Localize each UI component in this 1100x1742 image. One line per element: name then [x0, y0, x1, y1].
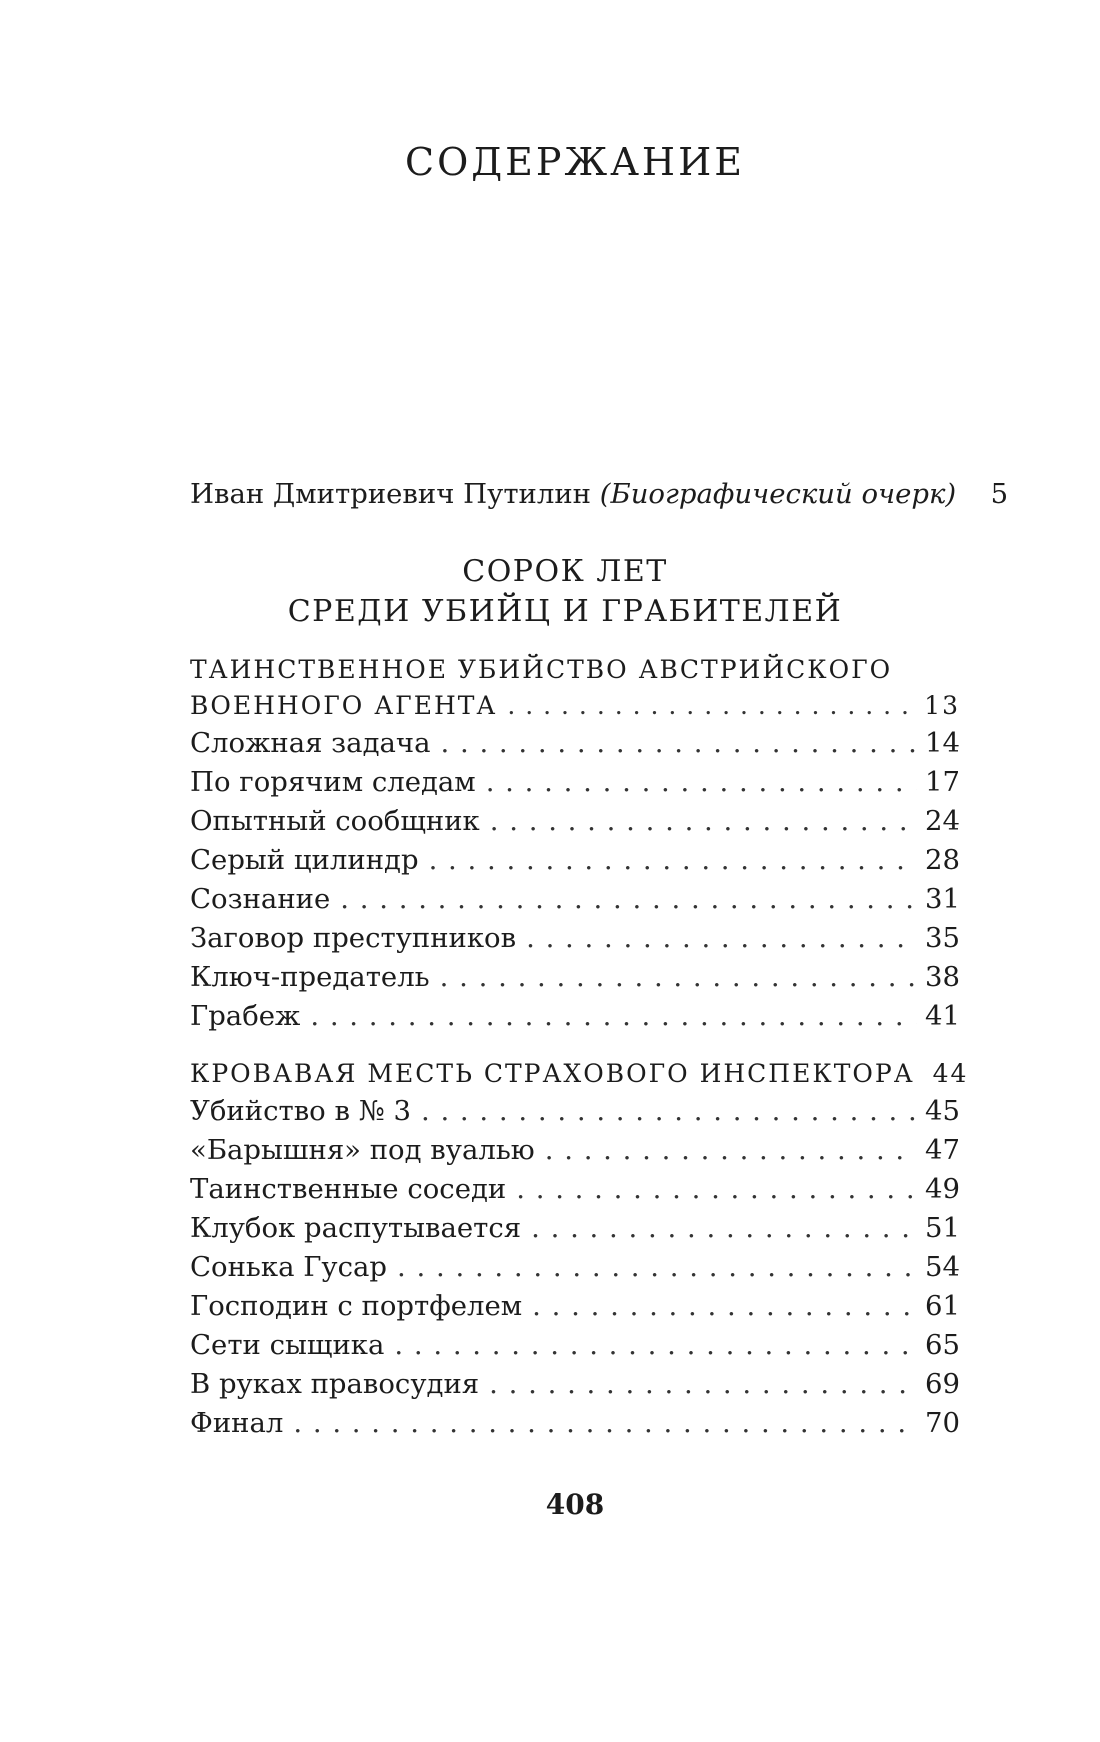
dot-leader — [516, 1170, 917, 1209]
toc-entry[interactable] — [190, 1326, 960, 1365]
toc-entry[interactable] — [190, 1287, 960, 1326]
toc-entry-label — [190, 475, 956, 514]
toc-entry-page: 41 — [925, 1000, 960, 1032]
toc-entry[interactable] — [190, 1170, 960, 1209]
dot-leader — [486, 763, 917, 802]
toc-entry-label: Клубок распутывается — [190, 1212, 522, 1244]
toc-entry-page: 14 — [925, 727, 960, 759]
toc-entry-label: Ключ-предатель — [190, 961, 430, 993]
toc-entry-label: Заговор преступников — [190, 922, 517, 954]
section-heading-line2-row — [190, 688, 960, 724]
section2-list — [190, 1092, 960, 1443]
toc-entry-page: 44 — [932, 1059, 969, 1088]
toc-entry-page: 70 — [925, 1407, 960, 1439]
dot-leader — [489, 1365, 917, 1404]
toc-entry[interactable] — [190, 997, 960, 1036]
section-heading-line2: ВОЕННОГО АГЕНТА — [190, 691, 498, 720]
toc-entry-label: Финал — [190, 1407, 284, 1439]
dot-leader — [293, 1404, 917, 1443]
toc-entry-label: В руках правосудия — [190, 1368, 480, 1400]
toc-entry-page: 61 — [925, 1290, 960, 1322]
toc-entry-label: Грабеж — [190, 1000, 301, 1032]
toc-entry-page: 45 — [925, 1095, 960, 1127]
toc-entry-label: Сети сыщика — [190, 1329, 385, 1361]
toc-entry[interactable] — [190, 1248, 960, 1287]
dot-leader — [394, 1326, 917, 1365]
section-heading-label: КРОВАВАЯ МЕСТЬ СТРАХОВОГО ИНСПЕКТОРА — [190, 1059, 915, 1088]
section1-list — [190, 724, 960, 1036]
toc-entry[interactable] — [190, 919, 960, 958]
section-heading-line1: ТАИНСТВЕННОЕ УБИЙСТВО АВСТРИЙСКОГО — [190, 655, 893, 684]
toc-entry-label: «Барышня» под вуалью — [190, 1134, 535, 1166]
dot-leader — [310, 997, 917, 1036]
toc-entry-page: 54 — [925, 1251, 960, 1283]
toc-entry-page: 35 — [925, 922, 960, 954]
toc-entry-page: 5 — [990, 478, 1009, 510]
toc-entry-label-italic: (Биографический очерк) — [599, 478, 957, 510]
toc-entry-page: 69 — [925, 1368, 960, 1400]
toc-entry-page: 65 — [925, 1329, 960, 1361]
part-heading — [170, 552, 960, 632]
toc-entry-label-text: Иван Дмитриевич Путилин — [190, 478, 591, 510]
page-number: 408 — [545, 1488, 605, 1521]
toc-entry-intro[interactable] — [190, 475, 1009, 514]
toc-entry-page: 28 — [925, 844, 960, 876]
dot-leader — [340, 880, 917, 919]
toc-entry-page: 31 — [925, 883, 960, 915]
toc-entry-page: 17 — [925, 766, 960, 798]
toc-entry[interactable] — [190, 1092, 960, 1131]
part-heading-line2: СРЕДИ УБИЙЦ И ГРАБИТЕЛЕЙ — [287, 594, 843, 629]
toc-entry-page: 13 — [924, 691, 960, 720]
dot-leader — [429, 841, 917, 880]
toc-entry-label: По горячим следам — [190, 766, 476, 798]
section-gap — [190, 1036, 960, 1056]
dot-leader — [526, 919, 917, 958]
toc-entry-page: 24 — [925, 805, 960, 837]
toc-entry-label: Сложная задача — [190, 727, 431, 759]
table-of-contents — [190, 475, 1009, 1443]
dot-leader — [421, 1092, 917, 1131]
toc-entry[interactable] — [190, 880, 960, 919]
dot-leader — [531, 1209, 917, 1248]
toc-entry-label: Господин с портфелем — [190, 1290, 523, 1322]
toc-entry-label: Сонька Гусар — [190, 1251, 388, 1283]
toc-entry[interactable] — [190, 1404, 960, 1443]
dot-leader — [440, 724, 917, 763]
toc-entry[interactable] — [190, 763, 960, 802]
toc-entry-label: Убийство в № 3 — [190, 1095, 411, 1127]
toc-entry-page: 47 — [925, 1134, 960, 1166]
toc-entry-page: 51 — [925, 1212, 960, 1244]
toc-entry[interactable] — [190, 724, 960, 763]
toc-entry-label: Опытный сообщник — [190, 805, 480, 837]
part-heading-line1: СОРОК ЛЕТ — [462, 554, 668, 589]
toc-entry-label: Сознание — [190, 883, 331, 915]
toc-entry[interactable] — [190, 841, 960, 880]
toc-entry-label: Таинственные соседи — [190, 1173, 507, 1205]
toc-entry[interactable] — [190, 1365, 960, 1404]
dot-leader — [490, 802, 917, 841]
toc-entry-page: 49 — [925, 1173, 960, 1205]
page-title: СОДЕРЖАНИЕ — [405, 140, 745, 184]
dot-leader — [532, 1287, 917, 1326]
toc-entry[interactable] — [190, 1131, 960, 1170]
toc-entry-page: 38 — [925, 961, 960, 993]
dot-leader — [507, 688, 916, 724]
toc-entry[interactable] — [190, 1209, 960, 1248]
toc-entry[interactable] — [190, 802, 960, 841]
section-heading-1[interactable] — [190, 652, 960, 724]
dot-leader — [397, 1248, 917, 1287]
section-heading-2[interactable] — [190, 1056, 969, 1092]
dot-leader — [545, 1131, 917, 1170]
toc-entry-label: Серый цилиндр — [190, 844, 419, 876]
dot-leader — [440, 958, 917, 997]
toc-entry[interactable] — [190, 958, 960, 997]
